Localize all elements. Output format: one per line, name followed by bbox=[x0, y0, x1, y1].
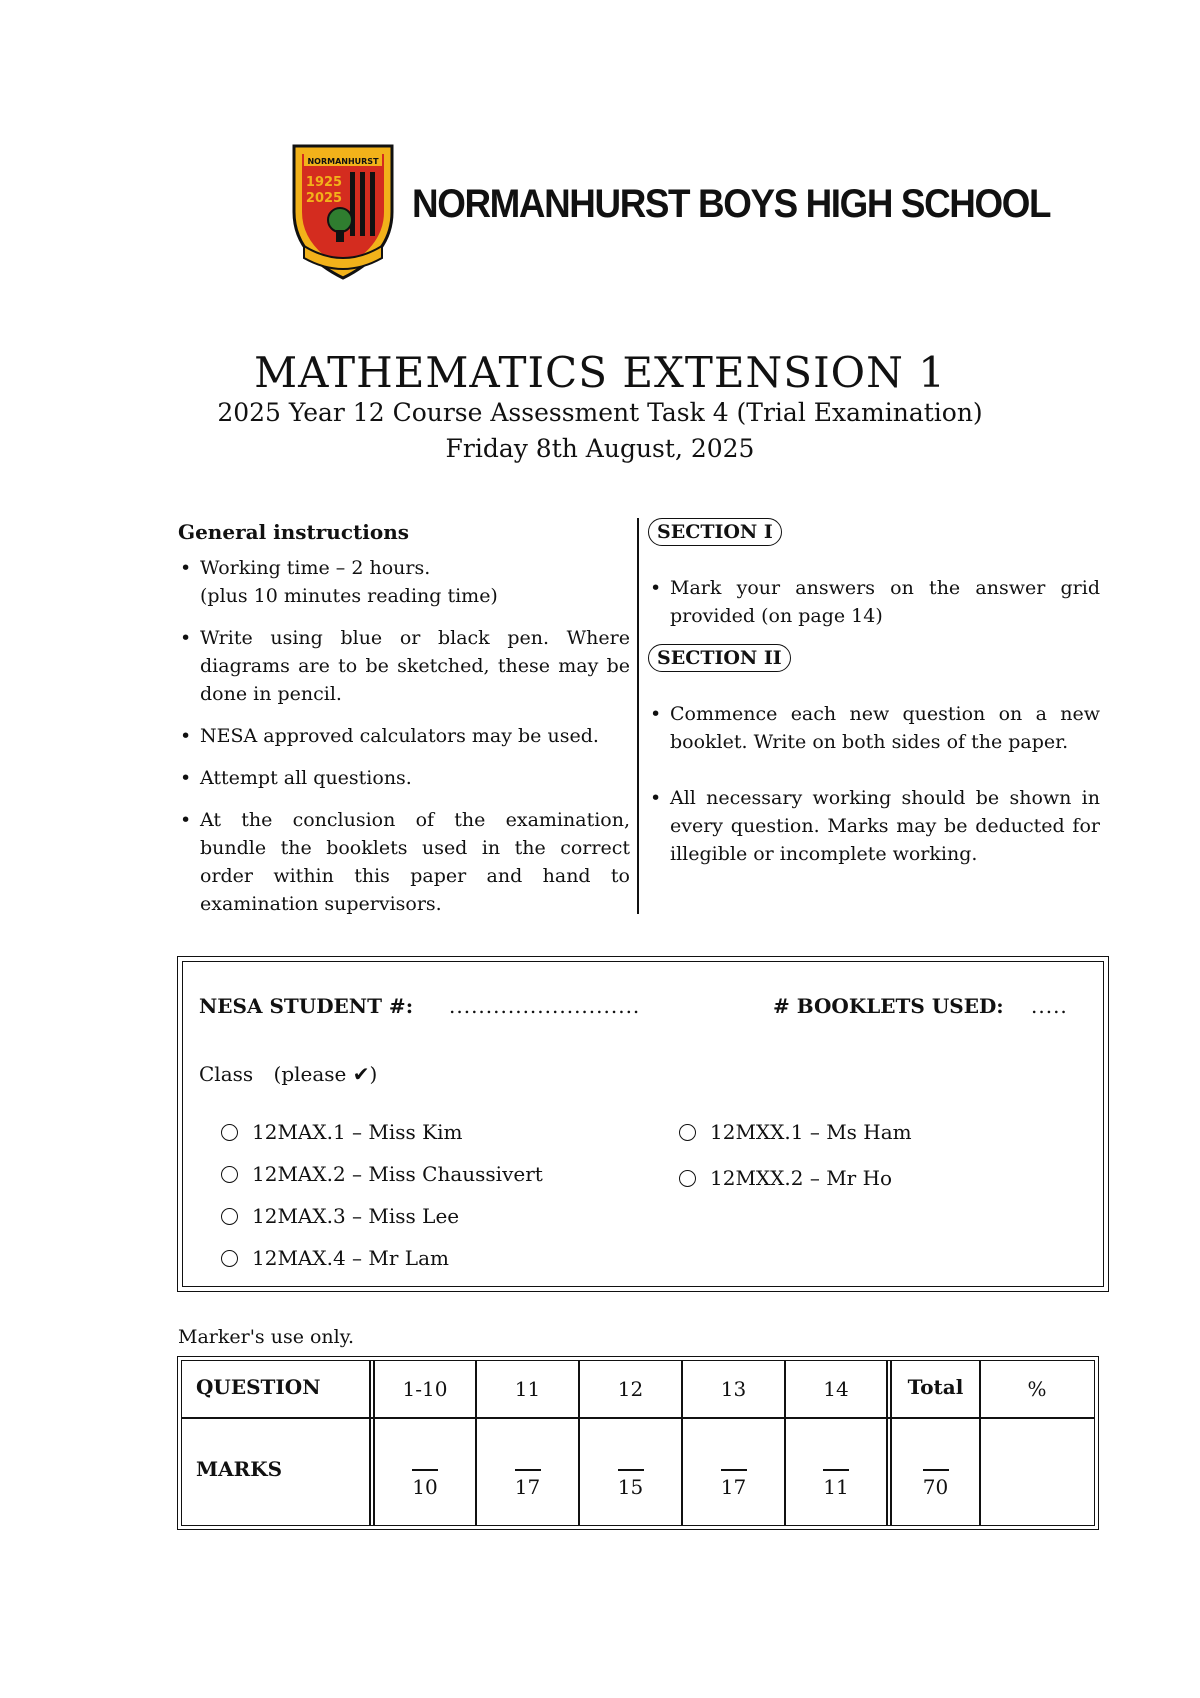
class-label bbox=[199, 1062, 377, 1086]
table-col-divider bbox=[369, 1361, 371, 1525]
class-option[interactable] bbox=[221, 1162, 543, 1186]
instruction-item bbox=[178, 806, 630, 918]
instruction-item bbox=[178, 722, 630, 750]
class-option[interactable] bbox=[221, 1246, 449, 1270]
nesa-student-field[interactable]: .......................... bbox=[449, 994, 641, 1018]
section-text: Commence each new question on a new booklet. Write on both sides of the paper. bbox=[670, 703, 1100, 753]
svg-text:1925: 1925 bbox=[305, 175, 343, 190]
question-header: 13 bbox=[720, 1377, 747, 1401]
max-mark[interactable] bbox=[375, 1469, 475, 1499]
percent-cell[interactable] bbox=[981, 1451, 1093, 1511]
class-option[interactable] bbox=[221, 1120, 462, 1144]
exam-title: MATHEMATICS EXTENSION 1 bbox=[254, 348, 946, 397]
school-crest-icon bbox=[288, 142, 398, 282]
max-mark-value: 17 bbox=[514, 1474, 541, 1499]
question-row-label: QUESTION bbox=[196, 1375, 321, 1399]
section-2-label: SECTION II bbox=[648, 644, 791, 672]
class-option-label: 12MAX.3 – Miss Lee bbox=[252, 1204, 460, 1228]
max-mark-value: 10 bbox=[412, 1474, 438, 1499]
section-text: All necessary working should be shown in every question. Marks may be deducted for illegible or incomplete working. bbox=[670, 787, 1100, 865]
question-header: 1-10 bbox=[402, 1377, 448, 1401]
booklets-used-field[interactable]: ..... bbox=[1031, 994, 1068, 1018]
class-hint: (please ✔) bbox=[273, 1062, 378, 1086]
instruction-text: (plus 10 minutes reading time) bbox=[200, 585, 498, 607]
radio-circle-icon[interactable] bbox=[221, 1166, 238, 1183]
svg-text:2025: 2025 bbox=[305, 191, 343, 206]
class-option[interactable] bbox=[679, 1166, 892, 1190]
total-header: Total bbox=[907, 1375, 964, 1399]
radio-circle-icon[interactable] bbox=[679, 1124, 696, 1141]
marker-use-caption: Marker's use only. bbox=[178, 1326, 354, 1348]
radio-circle-icon[interactable] bbox=[679, 1170, 696, 1187]
max-mark[interactable] bbox=[477, 1469, 578, 1499]
instruction-text: Attempt all questions. bbox=[200, 767, 412, 789]
instruction-item bbox=[178, 624, 630, 708]
class-option-label: 12MAX.4 – Mr Lam bbox=[252, 1246, 449, 1270]
class-option[interactable] bbox=[221, 1204, 459, 1228]
class-option-label: 12MAX.1 – Miss Kim bbox=[252, 1120, 463, 1144]
radio-circle-icon[interactable] bbox=[221, 1250, 238, 1267]
instruction-text: Write using blue or black pen. Where diagrams are to be sketched, these may be done in pencil. bbox=[200, 627, 630, 705]
class-option-label: 12MAX.2 – Miss Chaussivert bbox=[252, 1162, 543, 1186]
class-option-label: 12MXX.1 – Ms Ham bbox=[710, 1120, 912, 1144]
crest-lettering: NORMANHURST bbox=[307, 157, 379, 166]
section-1-item bbox=[648, 574, 1100, 630]
total-max-value: 70 bbox=[922, 1474, 949, 1499]
max-mark[interactable] bbox=[786, 1469, 886, 1499]
table-col-divider bbox=[886, 1361, 888, 1525]
general-instructions-heading: General instructions bbox=[178, 520, 409, 544]
question-header: 11 bbox=[514, 1377, 541, 1401]
section-2-item bbox=[648, 784, 1100, 868]
total-max-mark[interactable] bbox=[892, 1469, 979, 1499]
instruction-text: NESA approved calculators may be used. bbox=[200, 725, 599, 747]
max-mark-value: 17 bbox=[720, 1474, 747, 1499]
column-divider bbox=[637, 518, 639, 914]
marks-row-label: MARKS bbox=[196, 1457, 283, 1481]
section-instructions bbox=[648, 518, 1100, 882]
instruction-text: At the conclusion of the examination, bundle the booklets used in the correct order within this paper and hand to examination supervisors. bbox=[200, 809, 630, 915]
max-mark[interactable] bbox=[683, 1469, 784, 1499]
question-header: 14 bbox=[823, 1377, 849, 1401]
percent-header: % bbox=[1027, 1377, 1047, 1401]
radio-circle-icon[interactable] bbox=[221, 1208, 238, 1225]
section-2-item bbox=[648, 700, 1100, 756]
question-header: 12 bbox=[617, 1377, 644, 1401]
section-text: Mark your answers on the answer grid provided (on page 14) bbox=[670, 577, 1100, 627]
max-mark-value: 15 bbox=[617, 1474, 644, 1499]
school-name: NORMANHURST BOYS HIGH SCHOOL bbox=[412, 182, 1051, 226]
class-label-text: Class bbox=[199, 1062, 254, 1086]
exam-date: Friday 8th August, 2025 bbox=[445, 434, 755, 463]
marks-table bbox=[177, 1356, 1099, 1530]
instruction-text: Working time – 2 hours. bbox=[200, 557, 431, 579]
general-instructions bbox=[178, 518, 630, 932]
instruction-item bbox=[178, 554, 630, 610]
class-option-label: 12MXX.2 – Mr Ho bbox=[710, 1166, 893, 1190]
booklets-used-label: # BOOKLETS USED: bbox=[773, 994, 1004, 1018]
max-mark[interactable] bbox=[580, 1469, 681, 1499]
exam-subtitle: 2025 Year 12 Course Assessment Task 4 (Trial Examination) bbox=[217, 398, 983, 427]
nesa-student-label: NESA STUDENT #: bbox=[199, 994, 414, 1018]
class-option[interactable] bbox=[679, 1120, 912, 1144]
student-details-box bbox=[177, 956, 1109, 1292]
max-mark-value: 11 bbox=[823, 1474, 849, 1499]
section-1-label: SECTION I bbox=[648, 518, 782, 546]
radio-circle-icon[interactable] bbox=[221, 1124, 238, 1141]
instruction-item bbox=[178, 764, 630, 792]
table-row-divider bbox=[182, 1417, 1094, 1419]
